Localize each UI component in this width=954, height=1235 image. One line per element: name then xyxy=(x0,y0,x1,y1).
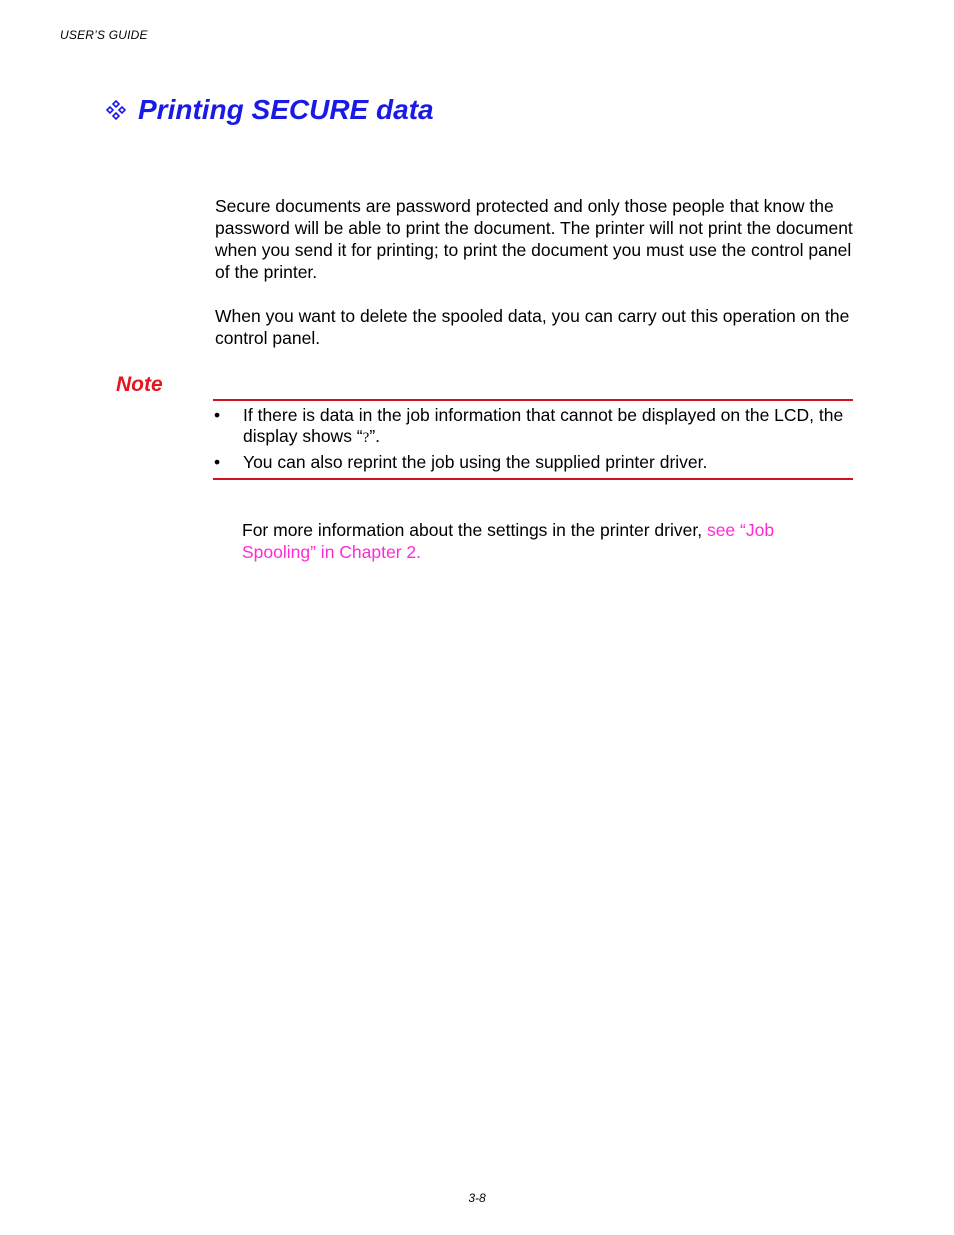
more-info-text: For more information about the settings in the printer driver, xyxy=(242,520,707,540)
note-item xyxy=(213,452,853,473)
diamond-bullet-icon xyxy=(106,100,126,120)
note-item xyxy=(213,405,853,449)
bullet-icon: • xyxy=(214,405,221,425)
paragraph-text: Secure documents are password protected and only those people that know the password will be able to print the document. The printer will not print the document when you send it for printing; to print the document you must use the control panel of the printer. xyxy=(215,196,853,282)
page-number: 3-8 xyxy=(468,1191,486,1205)
bullet-icon: • xyxy=(214,452,221,472)
section-title-text: Printing SECURE data xyxy=(138,94,434,125)
note-list xyxy=(213,405,853,473)
question-symbol: ? xyxy=(362,430,370,446)
note-item-text-start: If there is data in the job information that cannot be displayed on the LCD, the display shows “ xyxy=(243,405,844,446)
note-label: Note xyxy=(116,373,163,396)
more-info-paragraph xyxy=(242,519,842,563)
note-box xyxy=(213,399,853,480)
note-item-text-end: ”. xyxy=(369,426,381,446)
running-header: USER’S GUIDE xyxy=(60,28,148,42)
paragraph-text: When you want to delete the spooled data, you can carry out this operation on the control panel. xyxy=(215,306,850,348)
note-item-text: You can also reprint the job using the supplied printer driver. xyxy=(243,452,708,472)
delete-paragraph xyxy=(215,305,855,349)
section-title xyxy=(106,94,434,126)
intro-paragraph xyxy=(215,195,855,283)
chapter-reference-link[interactable]: see “Job Spooling” in Chapter 2. xyxy=(242,520,775,562)
